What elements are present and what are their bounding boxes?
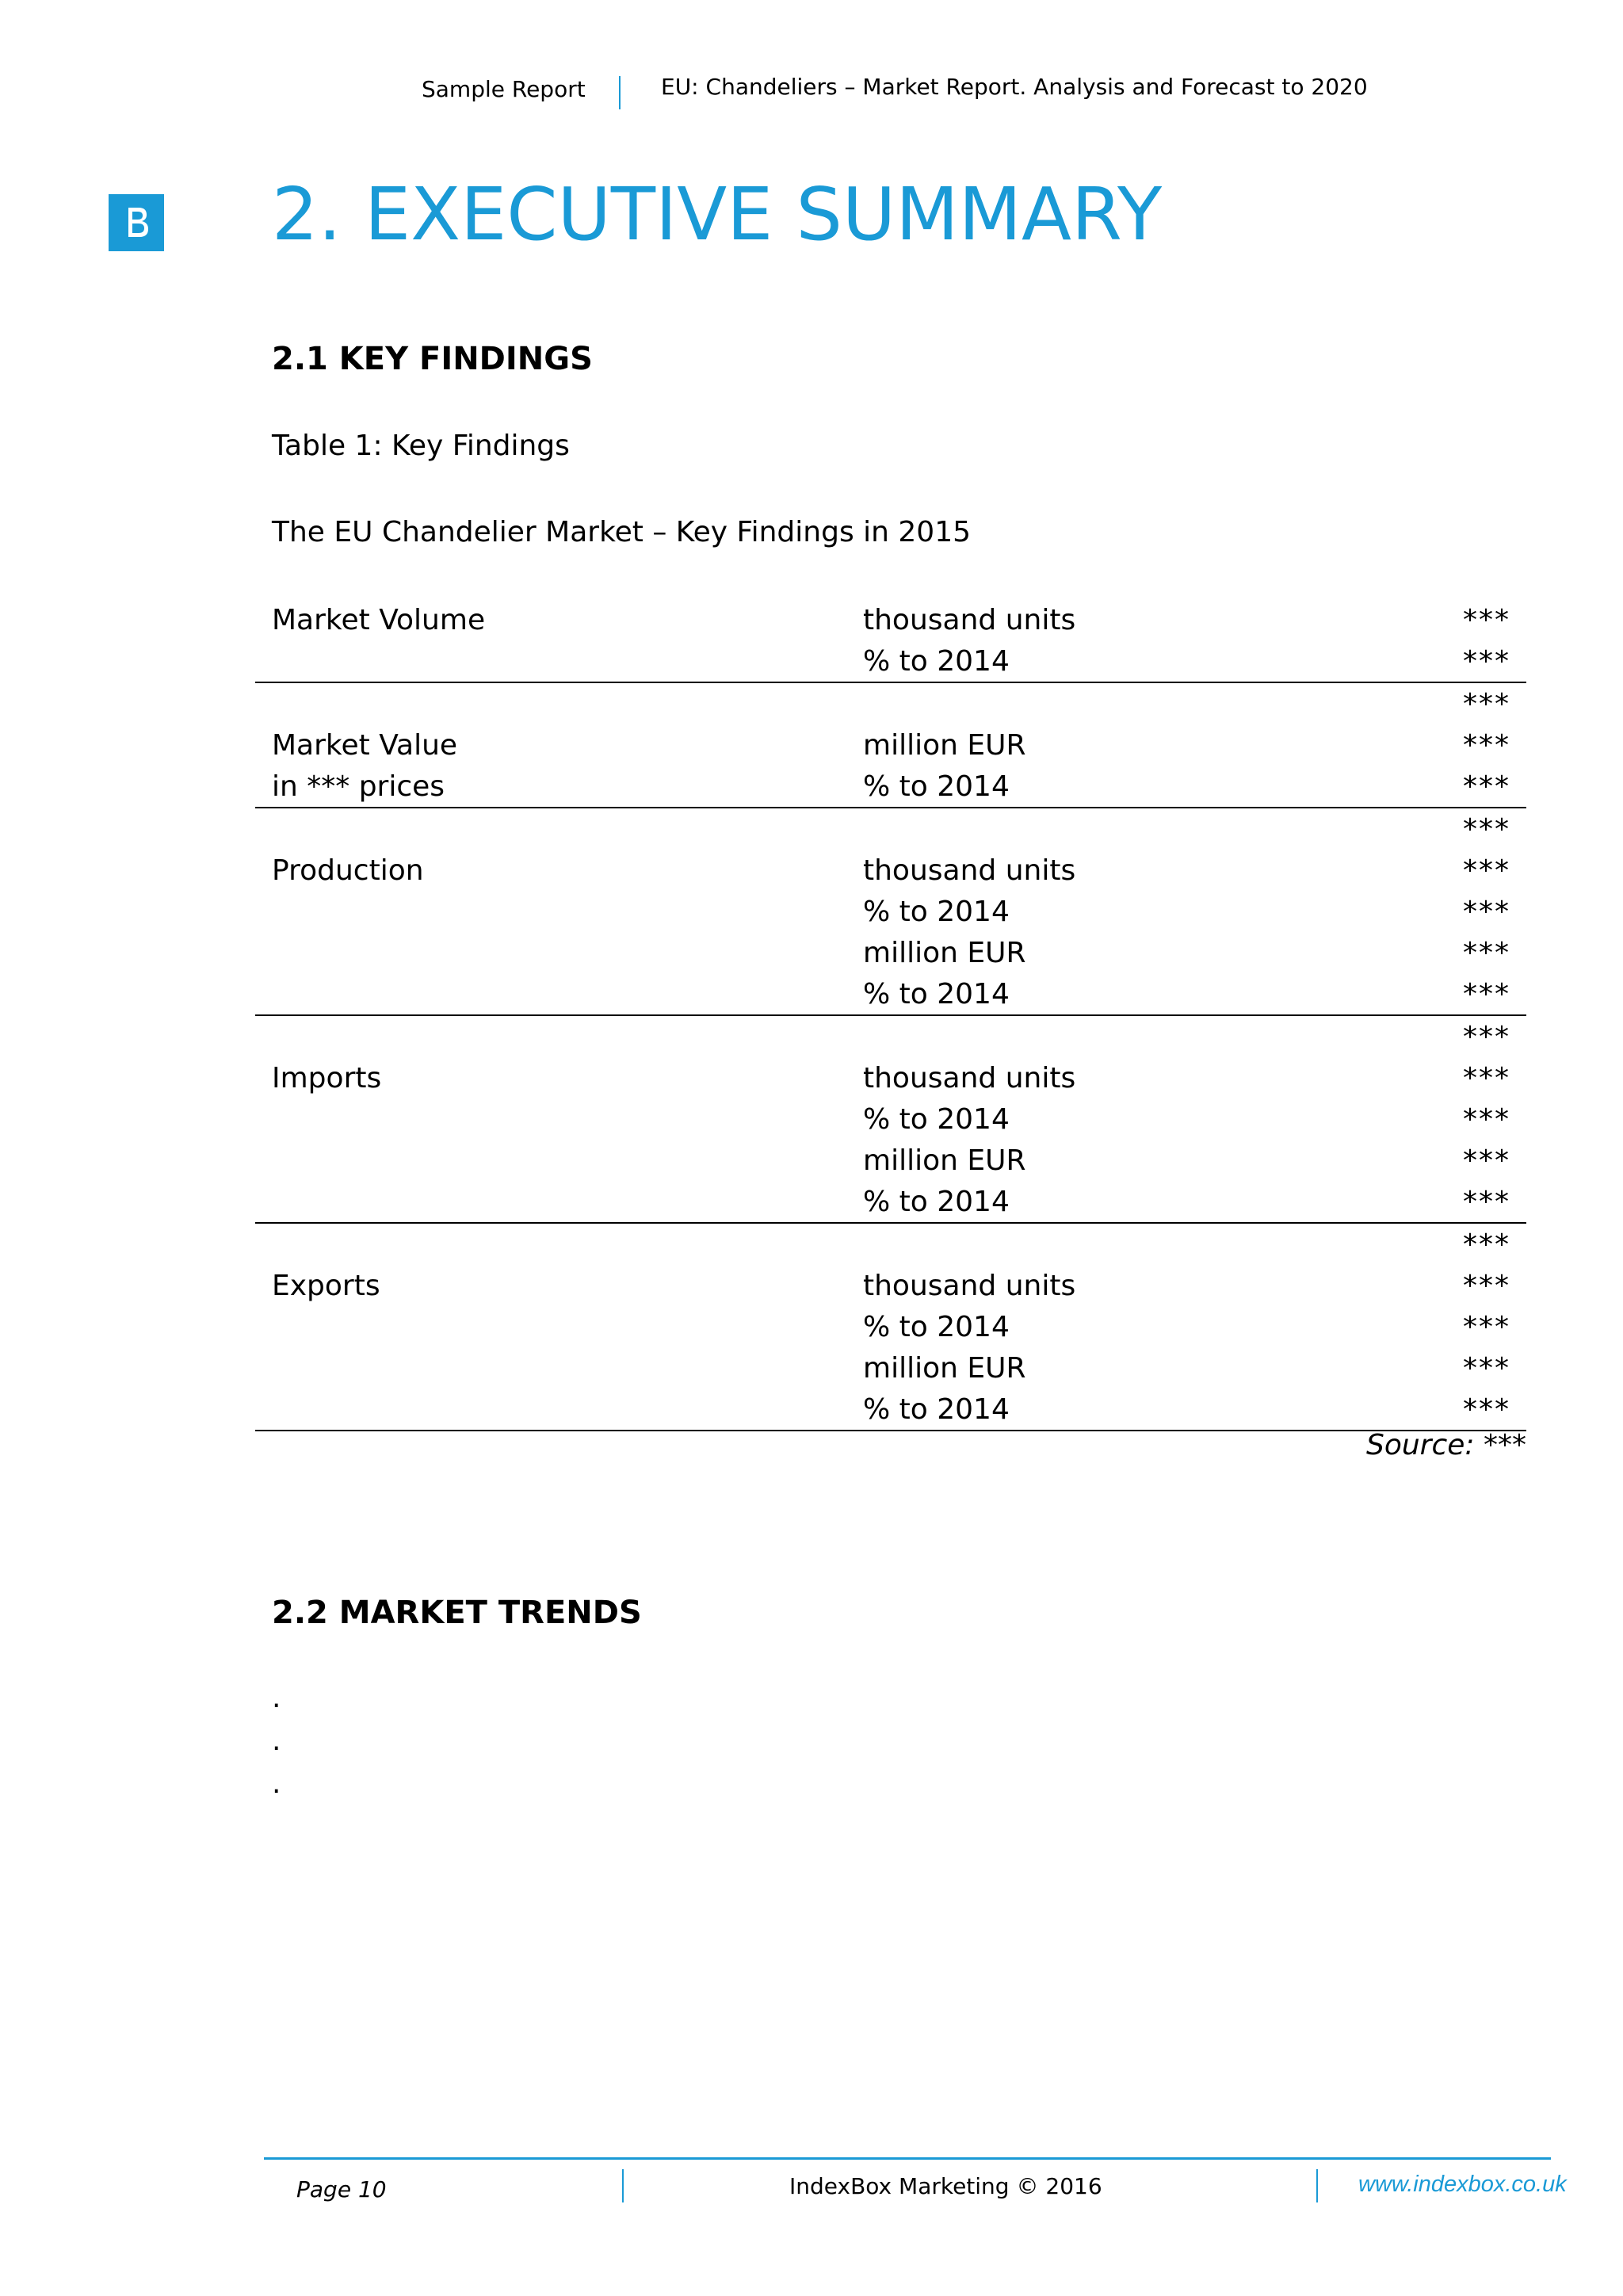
row-value: *** <box>1463 813 1510 846</box>
row-value: *** <box>1463 604 1510 636</box>
table-row <box>255 599 1526 640</box>
row-value: *** <box>1463 1062 1510 1095</box>
row-label: Market Value <box>272 729 458 762</box>
row-label: Imports <box>272 1062 382 1095</box>
row-value: *** <box>1463 1186 1510 1218</box>
table-row <box>255 1098 1526 1140</box>
table-row <box>255 1140 1526 1181</box>
row-unit: million EUR <box>863 1144 1026 1177</box>
footer-copyright: IndexBox Marketing © 2016 <box>789 2173 1102 2199</box>
row-value: *** <box>1463 645 1510 678</box>
table-row <box>255 1016 1526 1057</box>
table-row <box>255 766 1526 807</box>
footer-website-link[interactable]: www.indexbox.co.uk <box>1358 2172 1567 2197</box>
row-unit: % to 2014 <box>863 1393 1010 1426</box>
source-value: *** <box>1484 1429 1526 1461</box>
row-value: *** <box>1463 1393 1510 1426</box>
table-row <box>255 808 1526 850</box>
row-unit: % to 2014 <box>863 1311 1010 1343</box>
row-unit: thousand units <box>863 854 1076 887</box>
table-row <box>255 1306 1526 1347</box>
header-separator <box>619 76 621 109</box>
section-heading-key-findings: 2.1 KEY FINDINGS <box>272 341 593 377</box>
table-row <box>255 1389 1526 1430</box>
row-unit: % to 2014 <box>863 1103 1010 1136</box>
table-row-group <box>255 808 1526 1016</box>
row-unit: million EUR <box>863 1352 1026 1385</box>
table-row-group <box>255 683 1526 808</box>
row-unit: % to 2014 <box>863 645 1010 678</box>
table-row <box>255 640 1526 682</box>
row-unit: million EUR <box>863 937 1026 969</box>
brand-logo <box>109 194 164 251</box>
footer-separator-right <box>1316 2169 1318 2202</box>
row-unit: % to 2014 <box>863 896 1010 928</box>
row-unit: % to 2014 <box>863 978 1010 1010</box>
row-value: *** <box>1463 1311 1510 1343</box>
footer-page-number: Page 10 <box>296 2176 387 2202</box>
ellipsis-dot: . <box>272 1682 281 1714</box>
table-row <box>255 891 1526 932</box>
table-row <box>255 973 1526 1014</box>
row-label: Exports <box>272 1270 380 1302</box>
section-heading-market-trends: 2.2 MARKET TRENDS <box>272 1595 642 1631</box>
row-label: Market Volume <box>272 604 486 636</box>
row-value: *** <box>1463 937 1510 969</box>
table-row-group <box>255 1016 1526 1224</box>
row-value: *** <box>1463 978 1510 1010</box>
table-row <box>255 1347 1526 1389</box>
table-row <box>255 932 1526 973</box>
row-value: *** <box>1463 1270 1510 1302</box>
row-label: in *** prices <box>272 770 445 803</box>
table-row <box>255 1265 1526 1306</box>
row-label: Production <box>272 854 424 887</box>
table-row <box>255 724 1526 766</box>
logo-b-icon <box>109 194 164 251</box>
row-value: *** <box>1463 1352 1510 1385</box>
ellipsis-dot: . <box>272 1725 281 1757</box>
header-left-text: Sample Report <box>422 76 586 102</box>
row-unit: % to 2014 <box>863 770 1010 803</box>
header-report-title: EU: Chandeliers – Market Report. Analysis and Forecast to 2020 <box>661 74 1368 100</box>
table-row <box>255 1224 1526 1265</box>
table-row <box>255 1181 1526 1222</box>
table-row <box>255 850 1526 891</box>
table-caption: Table 1: Key Findings <box>272 430 570 462</box>
row-value: *** <box>1463 1021 1510 1053</box>
table-row-group <box>255 1224 1526 1431</box>
table-source <box>1366 1429 1526 1461</box>
row-unit: million EUR <box>863 729 1026 762</box>
row-value: *** <box>1463 729 1510 762</box>
table-row <box>255 1057 1526 1098</box>
table-row-group <box>255 599 1526 683</box>
row-value: *** <box>1463 688 1510 720</box>
ellipsis-dot: . <box>272 1767 281 1800</box>
row-unit: thousand units <box>863 1062 1076 1095</box>
page-title: 2. EXECUTIVE SUMMARY <box>272 172 1163 257</box>
footer-rule <box>264 2157 1551 2160</box>
table-row <box>255 683 1526 724</box>
row-value: *** <box>1463 896 1510 928</box>
row-unit: thousand units <box>863 604 1076 636</box>
row-unit: thousand units <box>863 1270 1076 1302</box>
row-value: *** <box>1463 1228 1510 1261</box>
footer-separator-left <box>622 2169 624 2202</box>
row-unit: % to 2014 <box>863 1186 1010 1218</box>
row-value: *** <box>1463 770 1510 803</box>
row-value: *** <box>1463 854 1510 887</box>
row-value: *** <box>1463 1144 1510 1177</box>
key-findings-table <box>255 599 1526 1431</box>
table-subtitle: The EU Chandelier Market – Key Findings in 2015 <box>272 516 972 548</box>
source-label: Source: <box>1365 1429 1475 1461</box>
row-value: *** <box>1463 1103 1510 1136</box>
